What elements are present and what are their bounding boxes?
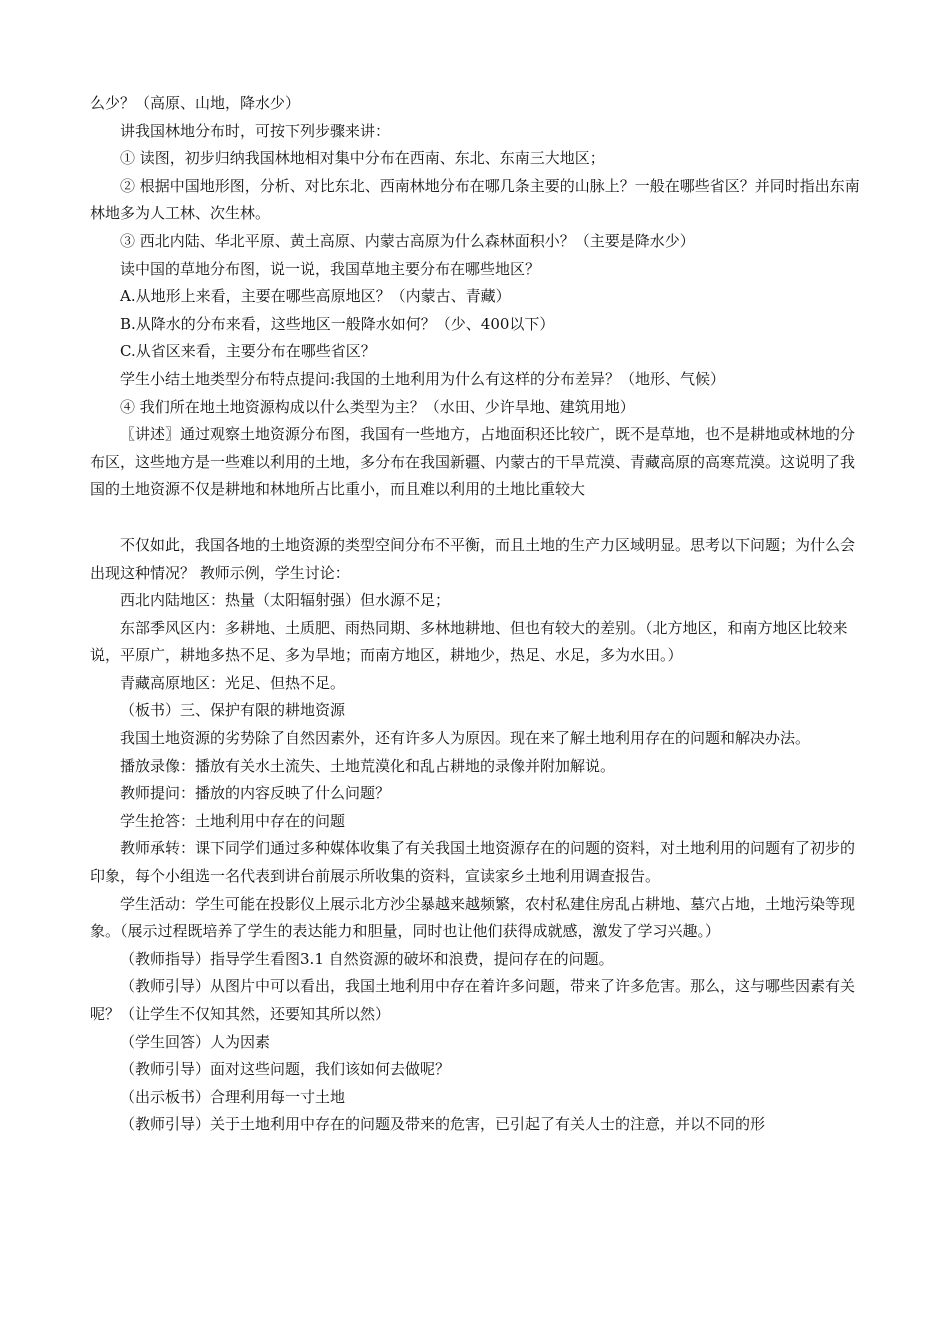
paragraph: 〖讲述〗通过观察土地资源分布图，我国有一些地方，占地面积还比较广，既不是草地，也不是耕地或林地的分布区，这些地方是一些难以利用的土地，多分布在我国新疆、内蒙古的干旱荒漠、青藏高原的高寒荒漠。这说明了我国的土地资源不仅是耕地和林地所占比重小，而且难以利用的土地比重较大 xyxy=(90,425,856,499)
paragraph: 不仅如此，我国各地的土地资源的类型空间分布不平衡，而且土地的生产力区域明显。思考以下问题；为什么会出现这种情况？ 教师示例，学生讨论： xyxy=(90,535,856,582)
paragraph: A.从地形上来看，主要在哪些高原地区？（内蒙古、青藏） xyxy=(120,287,511,306)
paragraph: （教师引导）从图片中可以看出，我国土地利用中存在着许多问题，带来了许多危害。那么，这与哪些因素有关呢？（让学生不仅知其然，还要知其所以然） xyxy=(90,977,856,1023)
paragraph: ① 读图，初步归纳我国林地相对集中分布在西南、东北、东南三大地区； xyxy=(120,149,605,168)
paragraph: ④ 我们所在地土地资源构成以什么类型为主？（水田、少许旱地、建筑用地） xyxy=(120,397,635,416)
paragraph: 么少？（高原、山地，降水少） xyxy=(90,94,301,112)
paragraph: （教师指导）指导学生看图3.1 自然资源的破坏和浪费，提问存在的问题。 xyxy=(120,949,614,968)
paragraph: 读中国的草地分布图，说一说，我国草地主要分布在哪些地区？ xyxy=(120,259,541,278)
paragraph: 学生抢答：土地利用中存在的问题 xyxy=(120,811,346,830)
paragraph: 东部季风区内：多耕地、土质肥、雨热同期、多林地耕地、但也有较大的差别。（北方地区，和南方地区比较来说，平原广，耕地多热不足、多为旱地；而南方地区，耕地少，热足、水足，多为水田。） xyxy=(90,618,848,665)
paragraph: （板书）三、保护有限的耕地资源 xyxy=(120,701,346,720)
paragraph: 播放录像：播放有关水土流失、土地荒漠化和乱占耕地的录像并附加解说。 xyxy=(120,756,616,775)
paragraph: （教师引导）面对这些问题，我们该如何去做呢？ xyxy=(120,1060,451,1079)
paragraph: C.从省区来看，主要分布在哪些省区？ xyxy=(120,342,376,361)
document-page xyxy=(90,90,862,1139)
paragraph: 学生活动：学生可能在投影仪上展示北方沙尘暴越来越频繁，农村私建住房乱占耕地、墓穴占地，土地污染等现象。（展示过程既培养了学生的表达能力和胆量，同时也让他们获得成就感，激发了学习兴趣。） xyxy=(90,894,856,941)
paragraph: ② 根据中国地形图，分析、对比东北、西南林地分布在哪几条主要的山脉上？一般在哪些省区？并同时指出东南林地多为人工林、次生林。 xyxy=(90,176,860,223)
paragraph: 教师提问：播放的内容反映了什么问题？ xyxy=(120,784,391,803)
paragraph: 我国土地资源的劣势除了自然因素外，还有许多人为原因。现在来了解土地利用存在的问题和解决办法。 xyxy=(120,729,811,748)
paragraph-gap xyxy=(90,504,862,532)
paragraph: ③ 西北内陆、华北平原、黄土高原、内蒙古高原为什么森林面积小？（主要是降水少） xyxy=(120,231,695,250)
paragraph: 青藏高原地区：光足、但热不足。 xyxy=(120,673,346,692)
paragraph: （教师引导）关于土地利用中存在的问题及带来的危害，已引起了有关人士的注意，并以不同的形 xyxy=(120,1115,766,1134)
paragraph: （学生回答）人为因素 xyxy=(120,1032,271,1051)
paragraph: 学生小结土地类型分布特点提问:我国的土地利用为什么有这样的分布差异？（地形、气候） xyxy=(120,369,726,388)
paragraph: B.从降水的分布来看，这些地区一般降水如何？（少、400以下） xyxy=(120,314,555,333)
paragraph: 西北内陆地区：热量（太阳辐射强）但水源不足； xyxy=(120,591,451,610)
paragraph: （出示板书）合理利用每一寸土地 xyxy=(120,1087,346,1106)
paragraph: 教师承转：课下同学们通过多种媒体收集了有关我国土地资源存在的问题的资料，对土地利用的问题有了初步的印象，每个小组选一名代表到讲台前展示所收集的资料，宣读家乡土地利用调查报告。 xyxy=(90,839,856,886)
paragraph: 讲我国林地分布时，可按下列步骤来讲： xyxy=(120,121,391,140)
